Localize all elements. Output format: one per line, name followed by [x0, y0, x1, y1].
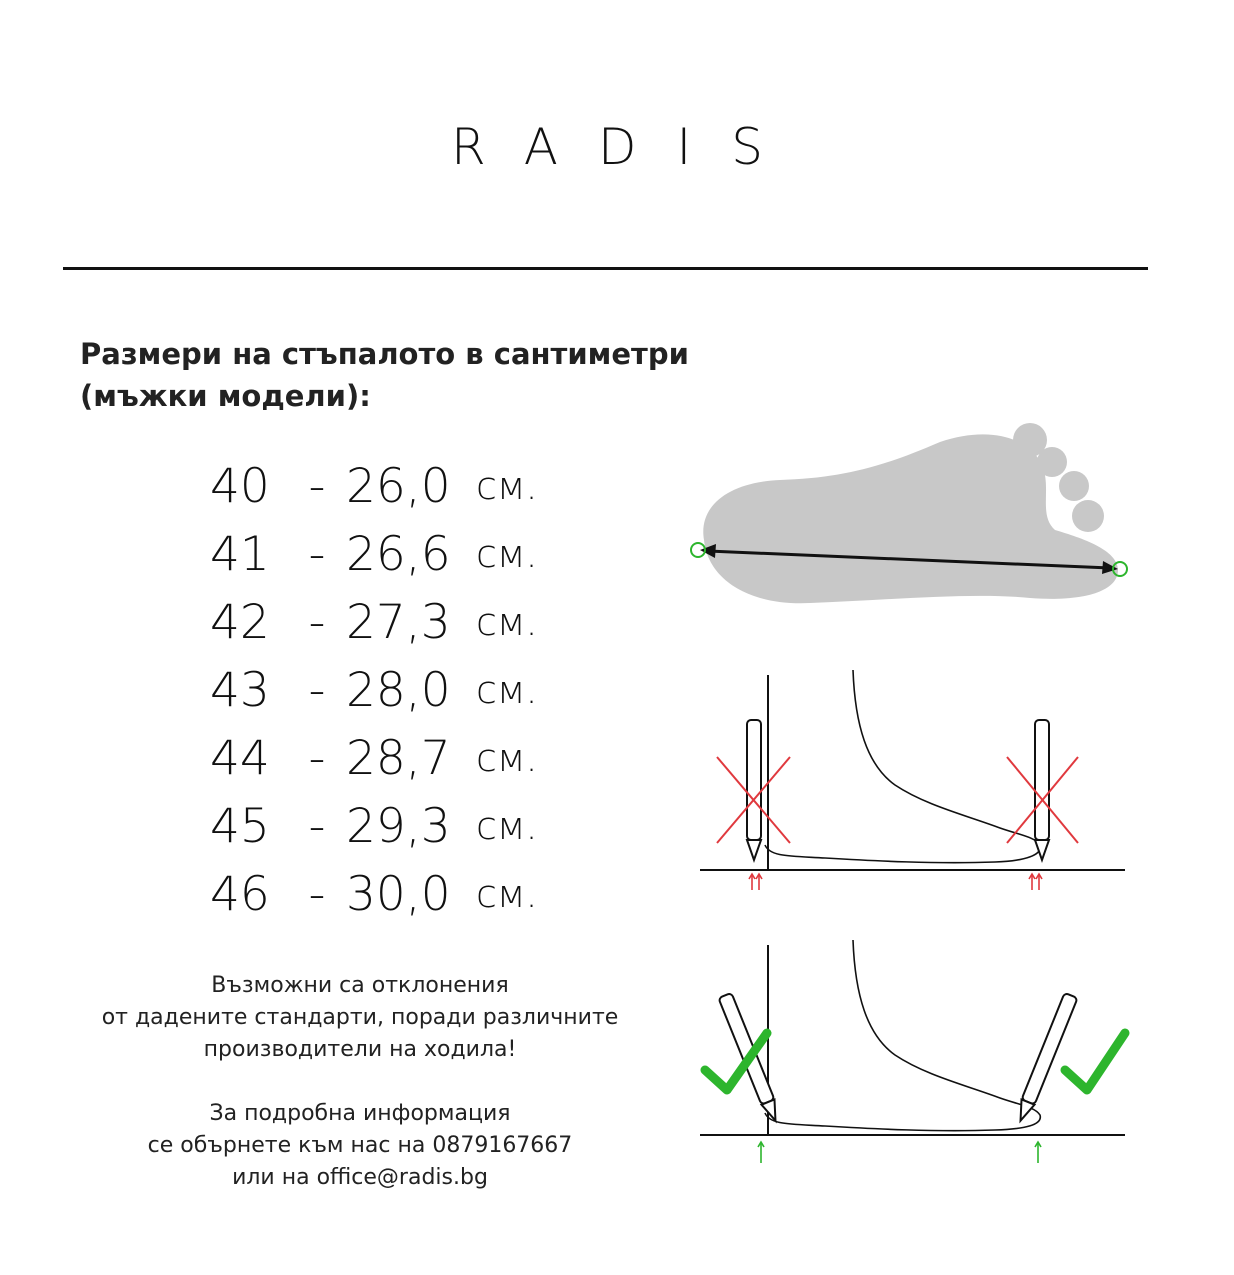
size-row — [210, 860, 630, 928]
unit: см. — [476, 532, 538, 576]
eu-size: 46 — [210, 866, 270, 922]
foot-length: 30,0 — [346, 866, 451, 922]
eu-size: 44 — [210, 730, 270, 786]
separator: - — [308, 866, 326, 922]
size-table — [210, 452, 630, 928]
eu-size: 43 — [210, 662, 270, 718]
unit: см. — [476, 600, 538, 644]
pencil-icon — [1035, 720, 1049, 860]
note-line: Възможни са отклонения — [211, 973, 509, 998]
check-icon — [1065, 1033, 1125, 1090]
separator: - — [308, 526, 326, 582]
note-line: от дадените стандарти, поради различните — [101, 1005, 619, 1030]
separator: - — [308, 662, 326, 718]
foot-outline — [765, 940, 1040, 1131]
separator: - — [308, 798, 326, 854]
eu-size: 45 — [210, 798, 270, 854]
contact-email-line: или на office@radis.bg — [232, 1165, 488, 1190]
size-row — [210, 792, 630, 860]
size-row — [210, 520, 630, 588]
toe-3 — [1059, 471, 1089, 501]
eu-size: 40 — [210, 458, 270, 514]
wrong-method-illustration — [695, 665, 1135, 900]
foot-length: 27,3 — [346, 594, 451, 650]
footprint-icon — [690, 420, 1140, 610]
correct-method-illustration — [695, 935, 1135, 1170]
page-title — [80, 333, 720, 417]
foot-length: 26,6 — [346, 526, 451, 582]
pencil-icon — [1014, 993, 1078, 1123]
header-divider — [63, 267, 1148, 270]
note-line: производители на ходила! — [203, 1037, 517, 1062]
size-row — [210, 588, 630, 656]
title-line-2: (мъжки модели): — [80, 379, 371, 413]
error-arrow-icon — [749, 874, 1042, 890]
eu-size: 41 — [210, 526, 270, 582]
unit: см. — [476, 736, 538, 780]
foot-length: 26,0 — [346, 458, 451, 514]
separator: - — [308, 594, 326, 650]
foot-length: 29,3 — [346, 798, 451, 854]
pencil-icon — [747, 720, 761, 860]
correct-arrow-icon — [758, 1142, 1041, 1163]
unit: см. — [476, 804, 538, 848]
toe-2 — [1037, 447, 1067, 477]
foot-length: 28,7 — [346, 730, 451, 786]
separator: - — [308, 730, 326, 786]
size-row — [210, 724, 630, 792]
foot-outline — [765, 670, 1040, 863]
unit: см. — [476, 464, 538, 508]
size-row — [210, 656, 630, 724]
title-line-1: Размери на стъпалото в сантиметри — [80, 337, 689, 371]
disclaimer-note — [100, 970, 620, 1194]
foot-length: 28,0 — [346, 662, 451, 718]
contact-phone-line: се обърнете към нас на 0879167667 — [147, 1133, 573, 1158]
toe-4 — [1072, 500, 1104, 532]
contact-line: За подробна информация — [209, 1101, 511, 1126]
size-row — [210, 452, 630, 520]
unit: см. — [476, 668, 538, 712]
separator: - — [308, 458, 326, 514]
brand-logo: RADIS — [451, 118, 803, 176]
eu-size: 42 — [210, 594, 270, 650]
unit: см. — [476, 872, 538, 916]
